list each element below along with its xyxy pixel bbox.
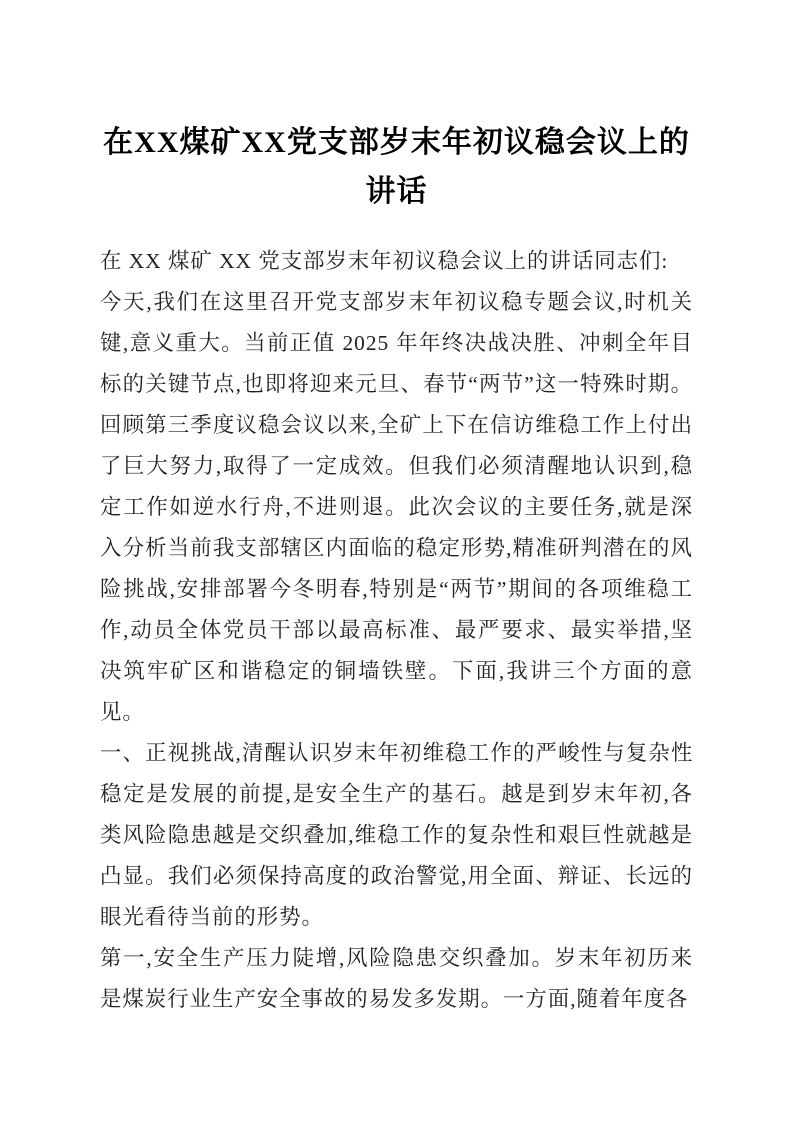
- body-paragraph: 稳定是发展的前提,是安全生产的基石。越是到岁末年初,各类风险隐患越是交织叠加,维稳工作的复杂性和艰巨性就越是凸显。我们必须保持高度的政治警觉,用全面、辩证、长远的眼光看待当前的形势。: [100, 782, 693, 929]
- document-title: 在XX煤矿XX党支部岁末年初议稳会议上的讲话: [103, 126, 690, 208]
- section-heading: 一、正视挑战,清醒认识岁末年初维稳工作的严峻性与复杂性: [100, 741, 693, 765]
- document-body: [100, 241, 693, 1020]
- body-paragraph: 第一,安全生产压力陡增,风险隐患交织叠加。岁末年初历来是煤炭行业生产安全事故的易发多发期。一方面,随着年度各: [100, 946, 693, 1011]
- salutation-paragraph: 在 XX 煤矿 XX 党支部岁末年初议稳会议上的讲话同志们:: [100, 249, 669, 273]
- body-paragraph: 今天,我们在这里召开党支部岁末年初议稳专题会议,时机关键,意义重大。当前正值 2025 年年终决战决胜、冲刺全年目标的关键节点,也即将迎来元旦、春节“两节”这一特殊时期。回顾第三季度议稳会议以来,全矿上下在信访维稳工作上付出了巨大努力,取得了一定成效。但我们必须清醒地认识到,稳定工作如逆水行舟,不进则退。此次会议的主要任务,就是深入分析当前我支部辖区内面临的稳定形势,精准研判潜在的风险挑战,安排部署今冬明春,特别是“两节”期间的各项维稳工作,动员全体党员干部以最高标准、最严要求、最实举措,坚决筑牢矿区和谐稳定的铜墙铁壁。下面,我讲三个方面的意见。: [100, 290, 693, 724]
